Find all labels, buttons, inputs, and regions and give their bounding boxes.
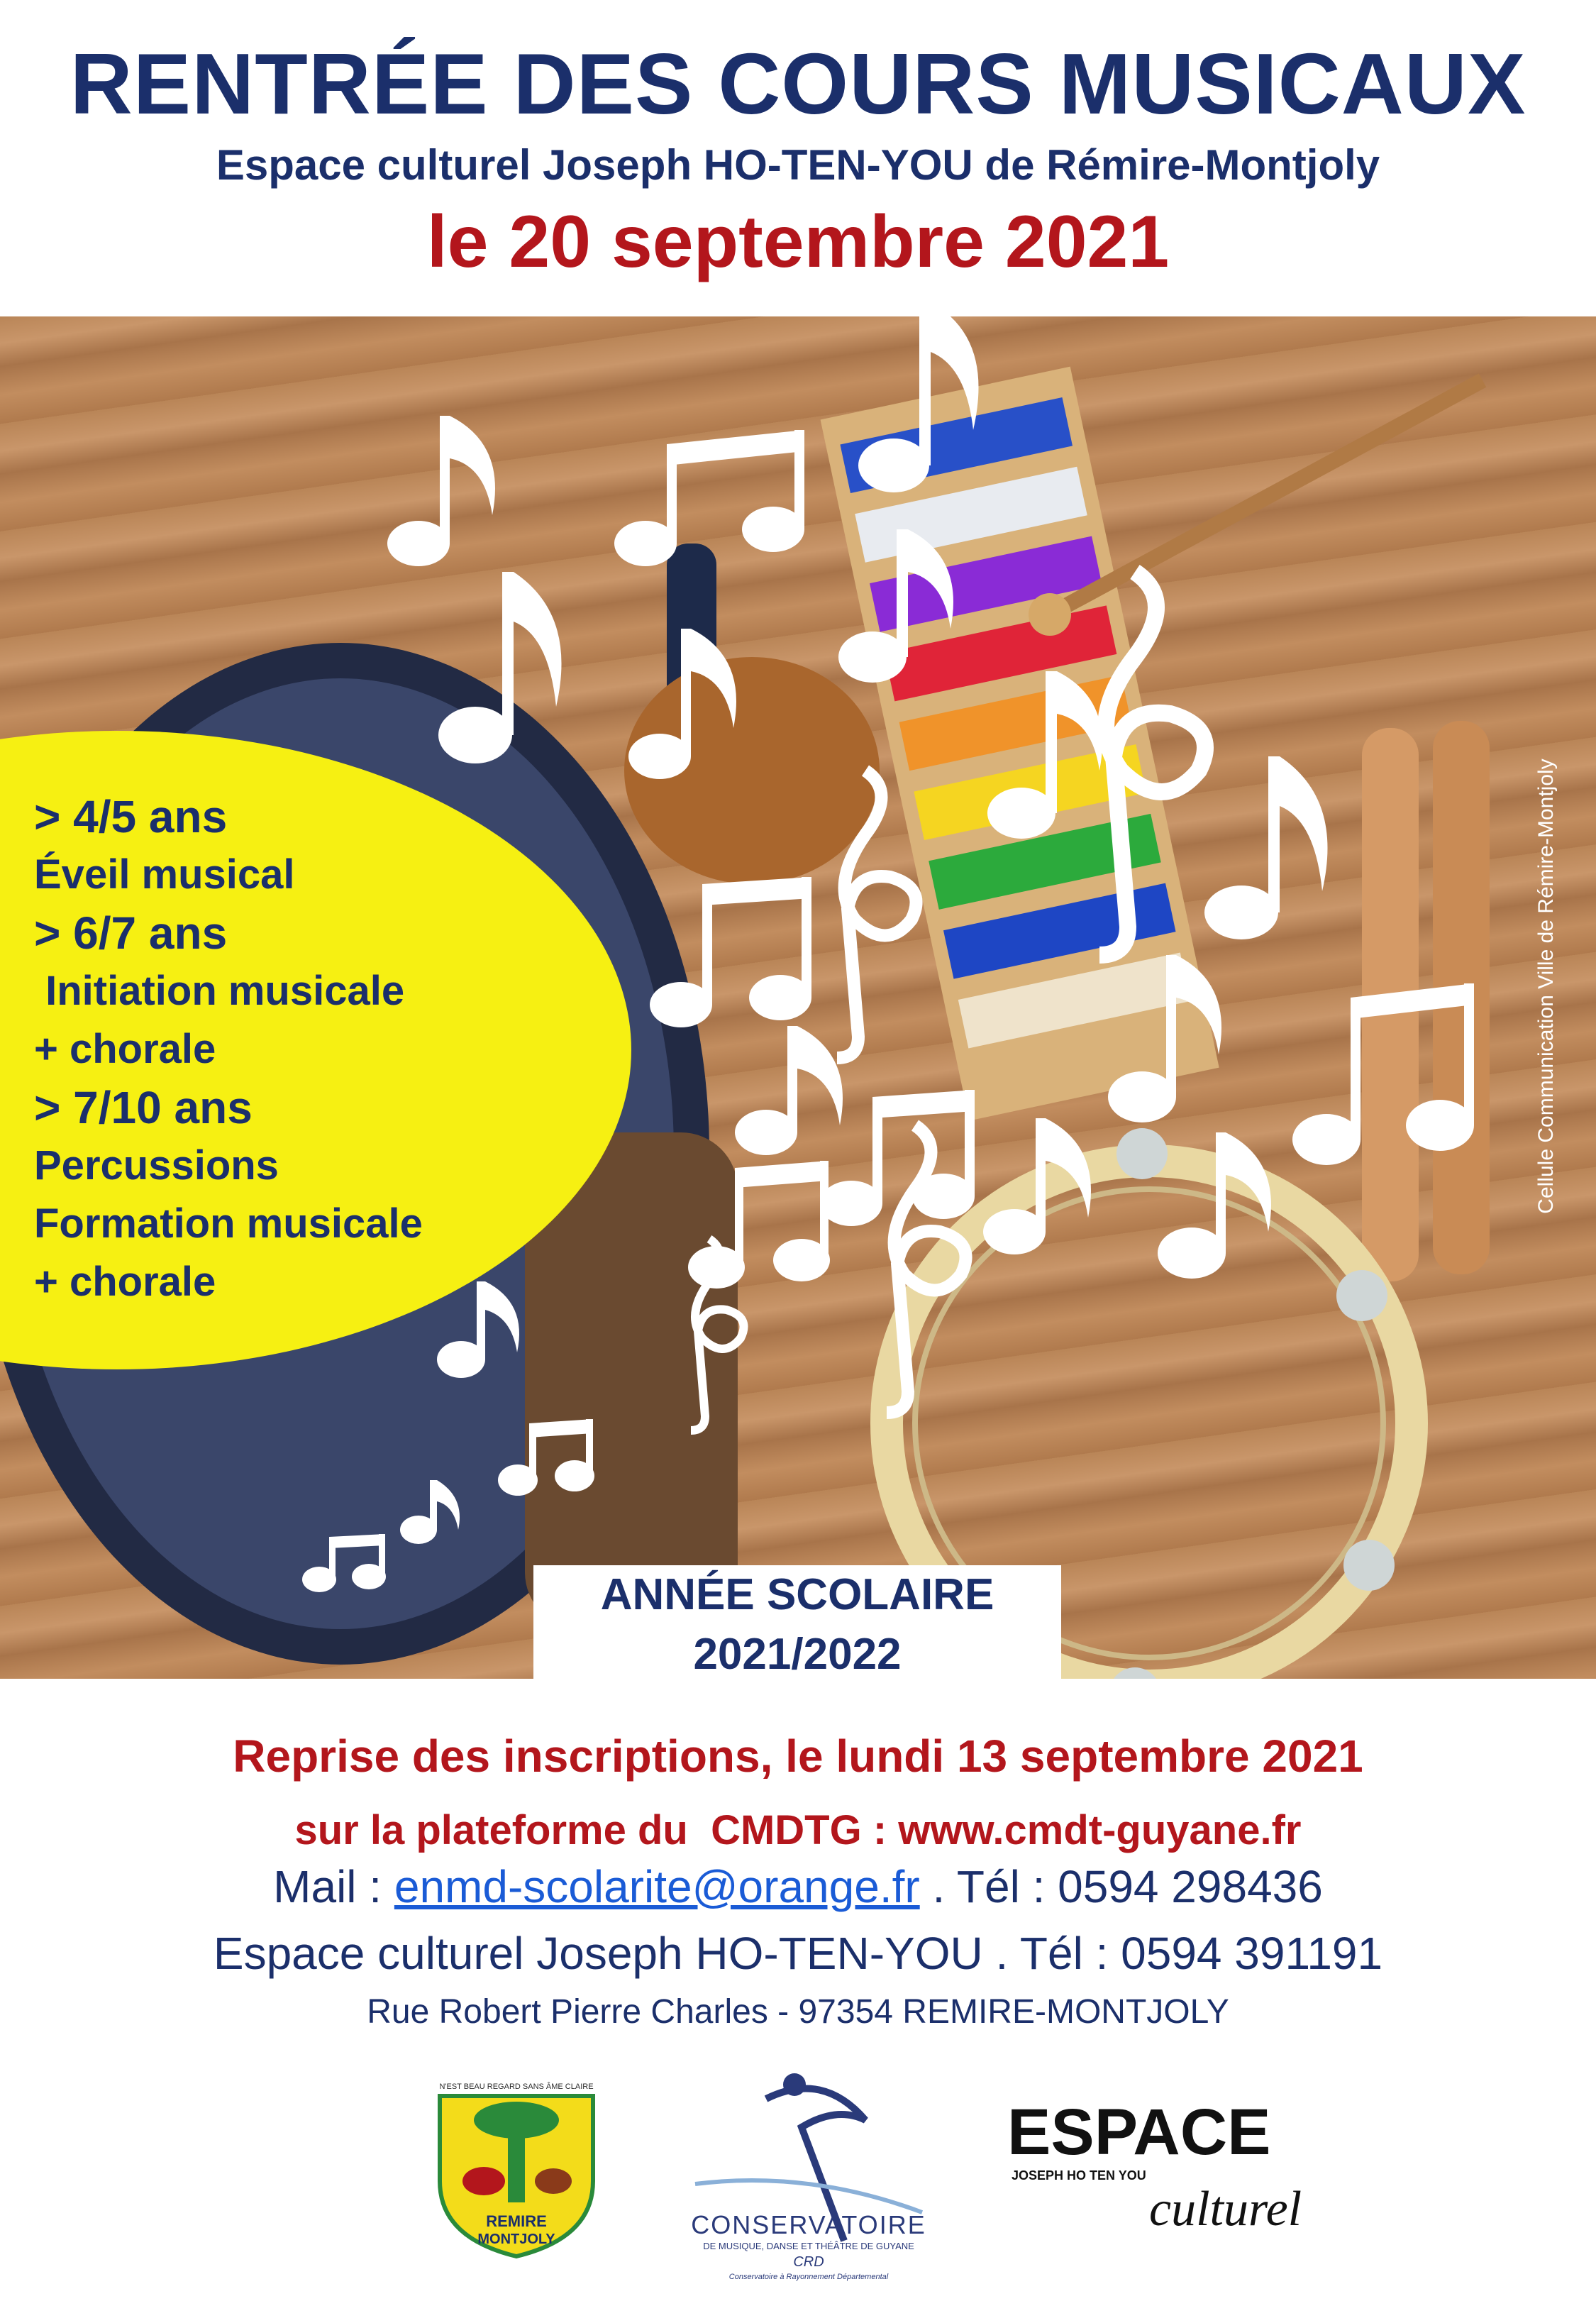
remire-shield-icon bbox=[434, 2075, 599, 2259]
conservatoire-dancer-icon bbox=[674, 2056, 943, 2290]
music-note-icon bbox=[735, 1026, 843, 1155]
mail-label: Mail : bbox=[273, 1861, 394, 1912]
conservatoire-crd: CRD bbox=[793, 2254, 824, 2270]
registration-line: Reprise des inscriptions, le lundi 13 septembre 2021 bbox=[233, 1731, 1363, 1782]
remire-name-1: REMIRE bbox=[486, 2212, 547, 2230]
espace-culturel-wordmark bbox=[1007, 2097, 1348, 2268]
photo-credit-text: Cellule Communication Ville de Rémire-Montjoly bbox=[1534, 758, 1558, 1214]
email-link[interactable]: enmd-scolarite@orange.fr bbox=[394, 1861, 920, 1912]
school-year-box bbox=[533, 1565, 1061, 1686]
school-year-label: ANNÉE SCOLAIRE bbox=[600, 1570, 994, 1619]
course-line: Formation musicale bbox=[34, 1201, 423, 1247]
course-line: + chorale bbox=[34, 1259, 216, 1305]
conservatoire-name: CONSERVATOIRE bbox=[691, 2210, 926, 2239]
course-line: > 6/7 ans bbox=[34, 907, 228, 959]
course-line: > 4/5 ans bbox=[34, 791, 228, 842]
course-line: Initiation musicale bbox=[34, 968, 405, 1014]
courses-list bbox=[34, 788, 531, 1311]
school-year-value: 2021/2022 bbox=[693, 1630, 902, 1679]
remire-montjoly-logo bbox=[434, 2075, 599, 2259]
music-note-icon bbox=[1204, 756, 1328, 939]
music-note-icon bbox=[387, 416, 495, 566]
espace-culturel-logo bbox=[1007, 2097, 1348, 2268]
music-note-icon bbox=[820, 1090, 975, 1226]
conservatoire-logo bbox=[674, 2056, 943, 2290]
espace-contact-line: Espace culturel Joseph HO-TEN-YOU . Tél : 0594 391191 bbox=[213, 1928, 1383, 1979]
course-line: Éveil musical bbox=[34, 851, 295, 898]
address-line: Rue Robert Pierre Charles - 97354 REMIRE-MONTJOLY bbox=[367, 1993, 1229, 2031]
remire-name-2: MONTJOLY bbox=[477, 2231, 555, 2247]
mail-phone: . Tél : 0594 298436 bbox=[919, 1861, 1323, 1912]
espace-sub: JOSEPH HO TEN YOU bbox=[1012, 2168, 1146, 2183]
conservatoire-tag: Conservatoire à Rayonnement Départemental bbox=[728, 2273, 889, 2281]
course-line: > 7/10 ans bbox=[34, 1082, 253, 1133]
venue-subtitle: Espace culturel Joseph HO-TEN-YOU de Rémire-Montjoly bbox=[216, 141, 1380, 189]
platform-line: sur la plateforme du CMDTG : www.cmdt-guyane.fr bbox=[294, 1807, 1302, 1853]
music-note-icon bbox=[614, 430, 804, 566]
page-title: RENTRÉE DES COURS MUSICAUX bbox=[70, 35, 1526, 132]
course-line: + chorale bbox=[34, 1026, 216, 1072]
espace-word: ESPACE bbox=[1007, 2097, 1271, 2168]
conservatoire-sub: DE MUSIQUE, DANSE ET THÉÂTRE DE GUYANE bbox=[703, 2241, 914, 2251]
remire-motto: N'EST BEAU REGARD SANS ÂME CLAIRE bbox=[439, 2082, 594, 2091]
course-line: Percussions bbox=[34, 1142, 279, 1188]
photo-credit bbox=[1525, 717, 1568, 1256]
mail-line bbox=[0, 1860, 1596, 1913]
event-date: le 20 septembre 2021 bbox=[426, 201, 1170, 283]
espace-script: culturel bbox=[1149, 2182, 1302, 2236]
